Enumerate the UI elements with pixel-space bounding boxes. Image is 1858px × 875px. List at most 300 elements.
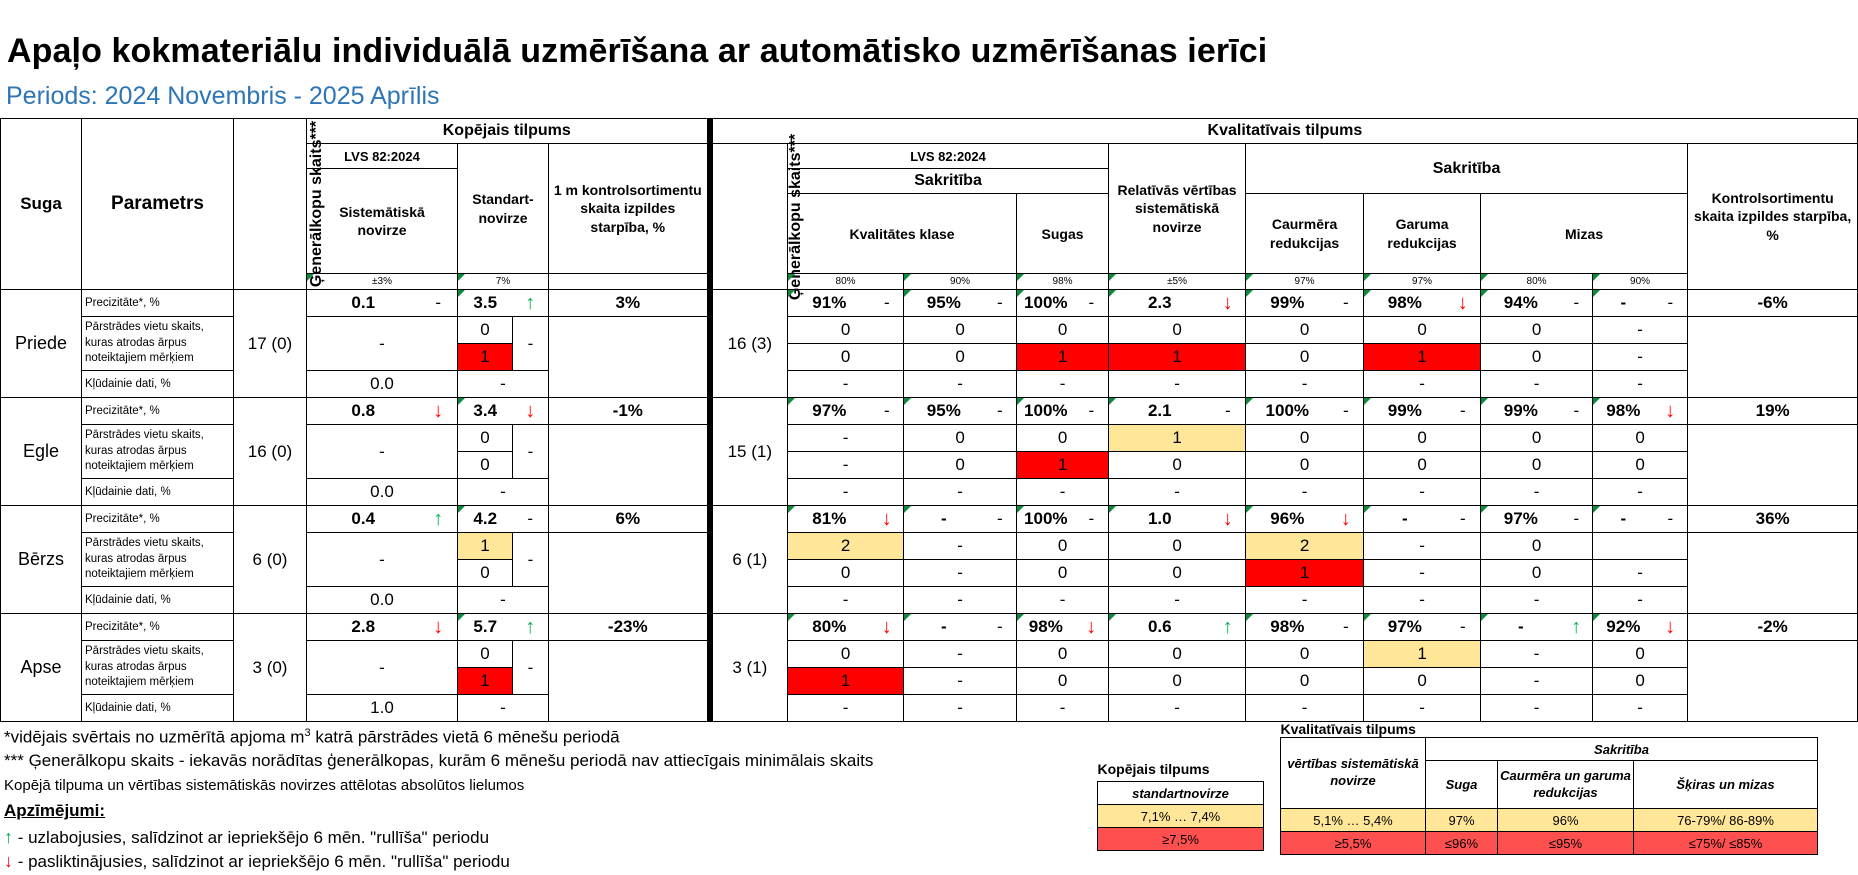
legend-kvalitativais (1280, 720, 1818, 855)
m1-empty (549, 533, 710, 614)
legend-q-c2: Suga (1426, 761, 1498, 809)
q-miz1-value: 99% (1481, 398, 1561, 425)
param-kluda: Kļūdainie dati, % (82, 695, 234, 722)
sist-mid: - (307, 533, 458, 587)
trend-dash: - (1088, 401, 1095, 420)
q-count-2: - (1593, 560, 1688, 587)
q-count-2: 0 (1017, 668, 1109, 695)
m1-empty (549, 317, 710, 398)
q-count-1 (1593, 533, 1688, 560)
std-count-2: 1 (458, 668, 513, 695)
q-sug-trend (1075, 290, 1109, 317)
q-count-1: 0 (1017, 425, 1109, 452)
q-kluda: - (1017, 371, 1109, 398)
q-sug-value: 98% (1017, 614, 1075, 641)
std-count-2: 0 (458, 452, 513, 479)
kontrol-empty (1688, 317, 1858, 398)
q-rel-value: 2.1 (1109, 398, 1211, 425)
q-kluda: - (1593, 371, 1688, 398)
arrow-down-icon: ↓ (881, 507, 892, 530)
q-kluda: - (1481, 479, 1593, 506)
param-parstr: Pārstrādes vietu skaits, kuras atrodas ārpus noteiktajiem mērķiem (82, 533, 234, 587)
kontrol-value: -6% (1688, 290, 1858, 317)
trend-dash: - (1342, 293, 1349, 312)
gen-k: 16 (0) (234, 398, 307, 506)
header-caurm: Caurmēra redukcijas (1246, 194, 1364, 274)
tolerance-kv1: 80% (788, 274, 904, 290)
header-sakritiba-b: Sakritība (1246, 144, 1688, 194)
legend-q-yel-2: 96% (1498, 809, 1634, 832)
m1-value: -23% (549, 614, 710, 641)
q-count-2: 1 (1246, 560, 1364, 587)
std-trend (513, 398, 549, 425)
tolerance-gar: 97% (1364, 274, 1481, 290)
data-table (0, 118, 1858, 722)
q-gar-trend (1446, 506, 1481, 533)
q-kluda: - (1593, 587, 1688, 614)
tolerance-std: 7% (458, 274, 549, 290)
page-title: Apaļo kokmateriālu individuālā uzmērīšana ar automātisko uzmērīšanas ierīci (7, 32, 1268, 70)
q-count-2: 0 (1246, 668, 1364, 695)
q-sug-value: 100% (1017, 506, 1075, 533)
std-trend (513, 506, 549, 533)
q-count-2: 0 (904, 344, 1017, 371)
q-rel-trend (1211, 398, 1246, 425)
q-kv1-value: 81% (788, 506, 871, 533)
q-kv2-trend (984, 506, 1017, 533)
q-kv2-trend (984, 614, 1017, 641)
tolerance-rel: ±5% (1109, 274, 1246, 290)
header-relat: Relatīvās vērtības sistemātiskā novirze (1109, 144, 1246, 274)
q-gar-value: 99% (1364, 398, 1446, 425)
q-count-2: 1 (1017, 452, 1109, 479)
q-miz2-value: 98% (1593, 398, 1654, 425)
sist-mid: - (307, 641, 458, 695)
trend-dash: - (1667, 509, 1674, 528)
trend-dash: - (1088, 293, 1095, 312)
trend-dash: - (1459, 617, 1466, 636)
trend-dash: - (1342, 401, 1349, 420)
std-count-1: 0 (458, 641, 513, 668)
q-caur-trend (1329, 398, 1364, 425)
q-count-1: 2 (788, 533, 904, 560)
arrow-down-icon: ↓ (4, 851, 13, 871)
q-sug-trend (1075, 506, 1109, 533)
legend-q-c4: Šķiras un mizas (1634, 761, 1818, 809)
legend-down: ↓ - pasliktinājusies, salīdzinot ar iepriekšējo 6 mēn. "rullīša" periodu (4, 851, 510, 871)
arrow-down-icon: ↓ (1457, 291, 1468, 314)
trend-dash: - (1573, 401, 1580, 420)
q-gar-value: 98% (1364, 290, 1446, 317)
legend-kopejais (1097, 757, 1264, 851)
q-kv2-value: - (904, 506, 984, 533)
q-kluda: - (788, 695, 904, 722)
q-count-2: 0 (1593, 452, 1688, 479)
legend-q-yel-0: 5,1% … 5,4% (1281, 809, 1426, 832)
std-count-2: 1 (458, 344, 513, 371)
q-kluda: - (1109, 587, 1246, 614)
q-kv1-value: 97% (788, 398, 871, 425)
legend-q-c1: vērtības sistemātiskā novirze (1281, 738, 1426, 809)
gen-q: 16 (3) (710, 290, 788, 398)
q-miz1-trend (1561, 614, 1593, 641)
gen-k: 6 (0) (234, 506, 307, 614)
q-count-1: 1 (1364, 641, 1481, 668)
q-count-2: 0 (1246, 452, 1364, 479)
q-count-2: 1 (1364, 344, 1481, 371)
std-value: 3.5 (458, 290, 513, 317)
header-kval-klase: Kvalitātes klase (788, 194, 1017, 274)
q-caur-trend (1329, 506, 1364, 533)
q-caur-value: 100% (1246, 398, 1329, 425)
q-kluda: - (904, 371, 1017, 398)
footnote-2: *** Ģenerālkopu skaits - iekavās norādītas ģenerālkopas, kurām 6 mēnešu periodā nav attiecīgais minimālais skaits (4, 751, 874, 770)
legend-k-title: Kopējais tilpums (1097, 761, 1210, 777)
q-caur-value: 96% (1246, 506, 1329, 533)
q-count-1: - (904, 533, 1017, 560)
header-kontrol: Kontrolsortimentu skaita izpildes starpība, % (1688, 144, 1858, 290)
sist-mid: - (307, 317, 458, 371)
arrow-up-icon: ↑ (433, 507, 444, 530)
q-rel-trend (1211, 506, 1246, 533)
gen-q: 15 (1) (710, 398, 788, 506)
q-sug-value: 100% (1017, 398, 1075, 425)
q-count-2: - (904, 560, 1017, 587)
q-count-2: 0 (1364, 452, 1481, 479)
trend-dash: - (1667, 293, 1674, 312)
kluda-value: 0.0 (307, 371, 458, 398)
kontrol-empty (1688, 425, 1858, 506)
param-prec: Precizitāte*, % (82, 290, 234, 317)
q-count-2: 1 (1109, 344, 1246, 371)
q-kluda: - (1481, 695, 1593, 722)
header-mizas: Mizas (1481, 194, 1688, 274)
header-kopejais: Kopējais tilpums (307, 119, 710, 144)
arrow-down-icon: ↓ (1665, 399, 1676, 422)
legend-up: ↑ - uzlabojusies, salīdzinot ar iepriekšējo 6 mēn. "rullīša" periodu (4, 827, 490, 847)
q-count-1: 0 (1246, 425, 1364, 452)
q-miz1-value: - (1481, 614, 1561, 641)
q-count-2: - (1481, 668, 1593, 695)
q-count-2: 0 (1481, 344, 1593, 371)
trend-dash: - (1459, 509, 1466, 528)
q-kv2-trend (984, 290, 1017, 317)
q-count-2: 0 (1481, 560, 1593, 587)
q-sug-trend (1075, 614, 1109, 641)
q-count-2: - (904, 668, 1017, 695)
period-subtitle: Periods: 2024 Novembris - 2025 Aprīlis (6, 82, 440, 110)
q-miz2-trend (1654, 614, 1688, 641)
q-sug-trend (1075, 398, 1109, 425)
arrow-down-icon: ↓ (433, 399, 444, 422)
gen-q: 6 (1) (710, 506, 788, 614)
trend-dash: - (435, 293, 442, 312)
gen-q: 3 (1) (710, 614, 788, 722)
q-kluda: - (788, 587, 904, 614)
header-sakritiba-a: Sakritība (788, 169, 1109, 194)
std-count-1: 0 (458, 425, 513, 452)
kluda-value: 0.0 (307, 479, 458, 506)
q-count-1: - (904, 641, 1017, 668)
tolerance-kv2: 90% (904, 274, 1017, 290)
q-caur-trend (1329, 290, 1364, 317)
q-caur-value: 99% (1246, 290, 1329, 317)
tolerance-miz2: 90% (1593, 274, 1688, 290)
header-sistem: Sistemātiskā novirze (307, 169, 458, 274)
std-count-2: 0 (458, 560, 513, 587)
legend-heading: Apzīmējumi: (4, 801, 106, 820)
param-kluda: Kļūdainie dati, % (82, 479, 234, 506)
q-count-1: 1 (1109, 425, 1246, 452)
q-kluda: - (1364, 479, 1481, 506)
q-count-1: 0 (1593, 641, 1688, 668)
q-kv2-trend (984, 398, 1017, 425)
q-kv1-trend (871, 614, 904, 641)
q-miz1-value: 94% (1481, 290, 1561, 317)
q-count-2: 0 (788, 560, 904, 587)
q-kluda: - (1017, 587, 1109, 614)
m1-value: -1% (549, 398, 710, 425)
sist-trend (420, 398, 458, 425)
std-count-1: 0 (458, 317, 513, 344)
q-count-2: 0 (1017, 560, 1109, 587)
q-kv1-value: 80% (788, 614, 871, 641)
arrow-down-icon: ↓ (881, 615, 892, 638)
q-count-2: - (1364, 560, 1481, 587)
legend-q-red-0: ≥5,5% (1281, 832, 1426, 855)
param-prec: Precizitāte*, % (82, 614, 234, 641)
q-kluda: - (1246, 695, 1364, 722)
kontrol-value: 19% (1688, 398, 1858, 425)
std-count-1: 1 (458, 533, 513, 560)
q-sug-value: 100% (1017, 290, 1075, 317)
legend-q-yel-1: 97% (1426, 809, 1498, 832)
sist-trend (420, 506, 458, 533)
arrow-down-icon: ↓ (1340, 507, 1351, 530)
arrow-up-icon: ↑ (1571, 615, 1582, 638)
m1-empty (549, 425, 710, 506)
param-prec: Precizitāte*, % (82, 506, 234, 533)
q-count-1: 0 (1017, 533, 1109, 560)
sist-mid: - (307, 425, 458, 479)
q-count-1: 0 (904, 317, 1017, 344)
q-rel-trend (1211, 614, 1246, 641)
trend-dash: - (996, 617, 1003, 636)
q-kluda: - (904, 695, 1017, 722)
q-kluda: - (1593, 695, 1688, 722)
species-name: Bērzs (1, 506, 82, 614)
std-value: 5.7 (458, 614, 513, 641)
species-name: Priede (1, 290, 82, 398)
kontrol-empty (1688, 641, 1858, 722)
q-rel-trend (1211, 290, 1246, 317)
arrow-up-icon: ↑ (525, 291, 536, 314)
footnote-1: *vidējais svērtais no uzmērītā apjoma $m^3$ katrā pārstrādes vietā 6 mēnešu periodā (4, 727, 620, 747)
q-kv1-trend (871, 290, 904, 317)
q-count-1: 0 (1246, 317, 1364, 344)
m1-value: 6% (549, 506, 710, 533)
header-1m: 1 m kontrolsortimentu skaita izpildes starpība, % (549, 144, 710, 274)
q-kluda: - (1109, 695, 1246, 722)
kontrol-value: -2% (1688, 614, 1858, 641)
header-suga: Suga (1, 119, 82, 290)
kluda-value: 0.0 (307, 587, 458, 614)
q-count-1: 0 (1017, 641, 1109, 668)
trend-dash: - (527, 509, 534, 528)
q-gar-trend (1446, 614, 1481, 641)
q-count-1: 0 (788, 641, 904, 668)
std-mark: - (513, 317, 549, 371)
trend-dash: - (996, 401, 1003, 420)
q-count-1: 0 (1109, 533, 1246, 560)
param-parstr: Pārstrādes vietu skaits, kuras atrodas ārpus noteiktajiem mērķiem (82, 425, 234, 479)
q-count-1: 0 (1364, 317, 1481, 344)
legend-q-title: Kvalitatīvais tilpums (1280, 720, 1416, 737)
header-lvs-q: LVS 82:2024 (788, 144, 1109, 169)
tolerance-sist: ±3% (307, 274, 458, 290)
q-count-1: - (1364, 533, 1481, 560)
kontrol-value: 36% (1688, 506, 1858, 533)
q-kluda: - (1017, 695, 1109, 722)
arrow-up-icon: ↑ (525, 615, 536, 638)
trend-dash: - (883, 293, 890, 312)
arrow-down-icon: ↓ (1222, 507, 1233, 530)
q-kluda: - (904, 479, 1017, 506)
q-gar-trend (1446, 290, 1481, 317)
gen-k: 3 (0) (234, 614, 307, 722)
arrow-down-icon: ↓ (433, 615, 444, 638)
tolerance-miz1: 80% (1481, 274, 1593, 290)
q-kluda: - (1364, 695, 1481, 722)
q-count-2: 0 (1481, 452, 1593, 479)
arrow-up-icon: ↑ (4, 827, 13, 847)
q-count-2: 1 (1017, 344, 1109, 371)
q-rel-value: 0.6 (1109, 614, 1211, 641)
q-kluda: - (1481, 587, 1593, 614)
gen-k: 17 (0) (234, 290, 307, 398)
arrow-down-icon: ↓ (1222, 291, 1233, 314)
q-count-1: - (788, 425, 904, 452)
species-name: Apse (1, 614, 82, 722)
arrow-up-icon: ↑ (1222, 615, 1233, 638)
q-count-1: 0 (1109, 641, 1246, 668)
q-kluda: - (788, 479, 904, 506)
trend-dash: - (883, 401, 890, 420)
trend-dash: - (996, 509, 1003, 528)
tolerance-caur: 97% (1246, 274, 1364, 290)
header-genkopu-k: Ģenerālkopu skaits*** (234, 119, 307, 290)
q-count-2: 0 (1109, 560, 1246, 587)
header-garuma: Garuma redukcijas (1364, 194, 1481, 274)
q-count-2: - (1593, 344, 1688, 371)
std-mark: - (513, 425, 549, 479)
tolerance-empty (549, 274, 710, 290)
q-caur-value: 98% (1246, 614, 1329, 641)
sist-value: 2.8 (307, 614, 420, 641)
param-kluda: Kļūdainie dati, % (82, 587, 234, 614)
q-kluda: - (1017, 479, 1109, 506)
q-count-2: - (788, 452, 904, 479)
legend-q-sakr: Sakritība (1426, 738, 1818, 761)
q-count-2: 0 (904, 452, 1017, 479)
param-parstr: Pārstrādes vietu skaits, kuras atrodas ārpus noteiktajiem mērķiem (82, 317, 234, 371)
sist-value: 0.1 (307, 290, 420, 317)
q-count-1: 0 (904, 425, 1017, 452)
species-name: Egle (1, 398, 82, 506)
header-standart: Standart-novirze (458, 144, 549, 274)
legend-k-red: ≥7,5% (1098, 828, 1264, 851)
q-count-2: 0 (1593, 668, 1688, 695)
q-kv2-value: - (904, 614, 984, 641)
trend-dash: - (1573, 509, 1580, 528)
q-count-1: 0 (1109, 317, 1246, 344)
q-count-1: 0 (1593, 425, 1688, 452)
param-parstr: Pārstrādes vietu skaits, kuras atrodas ārpus noteiktajiem mērķiem (82, 641, 234, 695)
legend-q-red-2: ≤95% (1498, 832, 1634, 855)
q-count-2: 0 (1109, 668, 1246, 695)
param-kluda: Kļūdainie dati, % (82, 371, 234, 398)
q-kluda: - (1246, 479, 1364, 506)
q-caur-trend (1329, 614, 1364, 641)
q-count-1: 2 (1246, 533, 1364, 560)
q-kluda: - (1364, 371, 1481, 398)
q-miz1-trend (1561, 506, 1593, 533)
q-miz1-trend (1561, 398, 1593, 425)
sist-trend (420, 290, 458, 317)
q-kv2-value: 95% (904, 398, 984, 425)
q-miz2-trend (1654, 398, 1688, 425)
q-rel-value: 2.3 (1109, 290, 1211, 317)
sist-trend (420, 614, 458, 641)
kluda-std: - (458, 371, 549, 398)
legend-q-red-1: ≤96% (1426, 832, 1498, 855)
legend-k-col: standartnovirze (1098, 782, 1264, 805)
kluda-std: - (458, 479, 549, 506)
legend-q-c3: Caurmēra un garuma redukcijas (1498, 761, 1634, 809)
kontrol-empty (1688, 533, 1858, 614)
q-miz2-value: - (1593, 506, 1654, 533)
q-miz2-value: 92% (1593, 614, 1654, 641)
legend-q-yel-3: 76-79%/ 86-89% (1634, 809, 1818, 832)
q-kv1-value: 91% (788, 290, 871, 317)
q-gar-trend (1446, 398, 1481, 425)
q-count-2: 0 (788, 344, 904, 371)
q-count-1: 0 (1017, 317, 1109, 344)
q-count-2: 0 (1364, 668, 1481, 695)
trend-dash: - (1088, 509, 1095, 528)
footnote-3: Kopējā tilpuma un vērtības sistemātiskās novirzes attēlotas absolūtos lielumos (4, 777, 525, 794)
q-count-1: 0 (788, 317, 904, 344)
q-miz1-trend (1561, 290, 1593, 317)
q-kluda: - (1364, 587, 1481, 614)
kluda-value: 1.0 (307, 695, 458, 722)
arrow-down-icon: ↓ (1086, 615, 1097, 638)
q-gar-value: - (1364, 506, 1446, 533)
q-count-2: 1 (788, 668, 904, 695)
q-kluda: - (788, 371, 904, 398)
q-kv1-trend (871, 506, 904, 533)
q-kv2-value: 95% (904, 290, 984, 317)
q-kv1-trend (871, 398, 904, 425)
q-kluda: - (1481, 371, 1593, 398)
q-count-1: - (1593, 317, 1688, 344)
trend-dash: - (1224, 401, 1231, 420)
q-count-1: - (1481, 641, 1593, 668)
std-value: 4.2 (458, 506, 513, 533)
header-kvalitativais: Kvalitatīvais tilpums (710, 119, 1858, 144)
trend-dash: - (1573, 293, 1580, 312)
header-lvs-k: LVS 82:2024 (307, 144, 458, 169)
